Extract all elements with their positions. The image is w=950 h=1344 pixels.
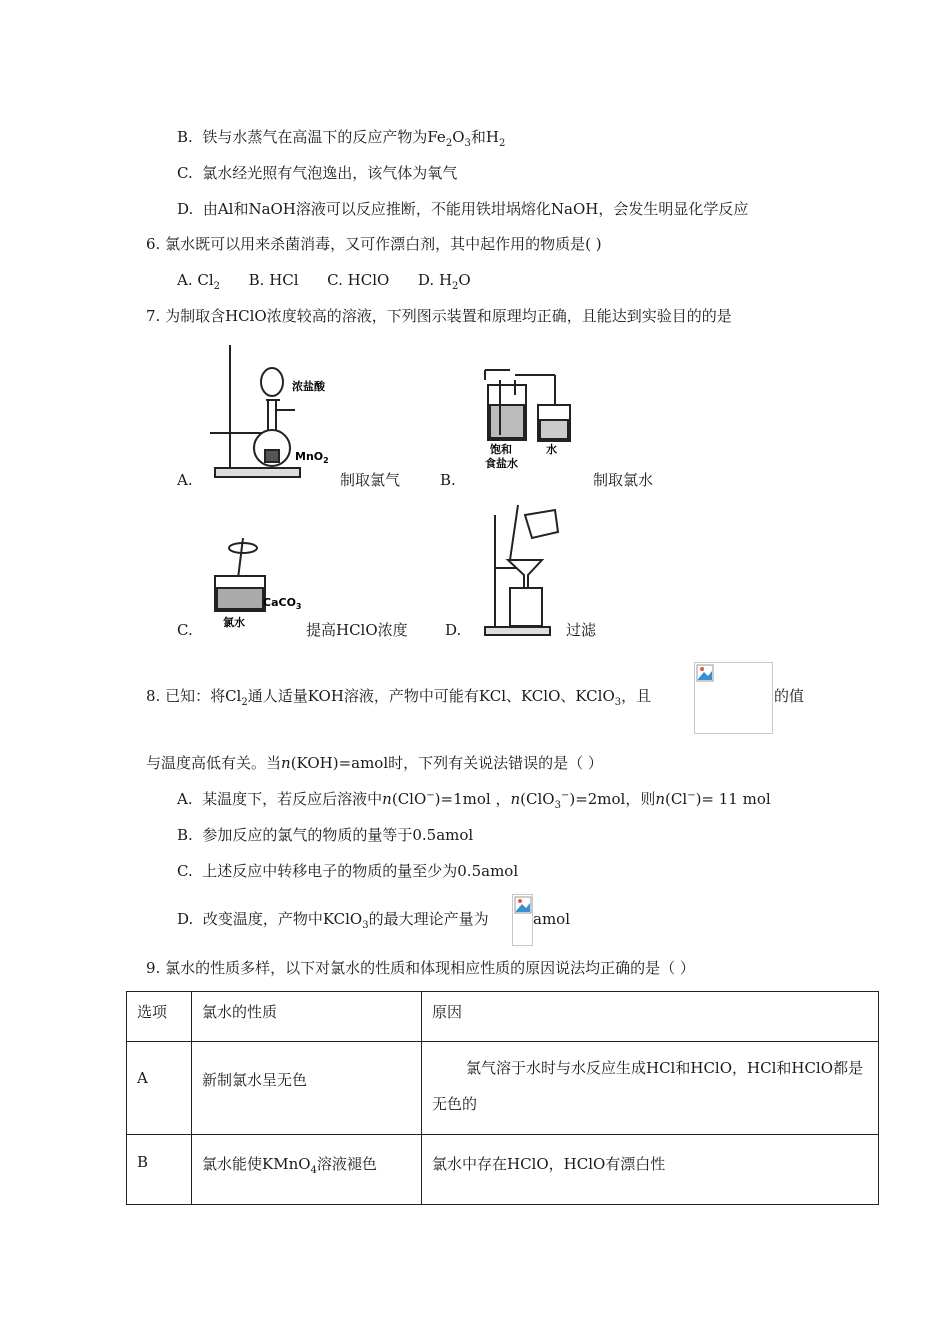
broken-image-icon bbox=[514, 896, 532, 914]
q8-option-c: C. 上述反应中转移电子的物质的量至少为0.5amol bbox=[177, 862, 519, 880]
q9-table bbox=[126, 991, 879, 1205]
table-header: 氯水的性质 bbox=[192, 992, 422, 1042]
svg-text:食盐水: 食盐水 bbox=[485, 457, 518, 470]
q7-option-c-label: C. bbox=[177, 621, 193, 639]
q7-option-a-label: A. bbox=[177, 471, 193, 489]
table-row bbox=[127, 1042, 879, 1135]
table-cell: A bbox=[127, 1042, 192, 1135]
q5-option-d: D. 由Al和NaOH溶液可以反应推断，不能用铁坩埚熔化NaOH，会发生明显化学反应 bbox=[177, 200, 749, 218]
q7-option-b-caption: 制取氯水 bbox=[593, 471, 654, 489]
svg-text:氯水: 氯水 bbox=[223, 616, 245, 629]
q7-option-c-caption: 提高HClO浓度 bbox=[306, 621, 408, 639]
formula-image-placeholder-2 bbox=[512, 894, 533, 946]
q6-stem: 6. 氯水既可以用来杀菌消毒，又可作漂白剂，其中起作用的物质是( ) bbox=[146, 235, 602, 253]
apparatus-b-figure bbox=[480, 365, 580, 475]
q6-option-a: A. $Cl_2$ bbox=[177, 271, 221, 292]
q5-option-b: B. 铁与水蒸气在高温下的反应产物为$Fe_2O_3$和$H_2$ bbox=[177, 128, 506, 149]
q8-option-a: A. 某温度下，若反应后溶液中n(ClO−)=1mol ，n(ClO$_3$−)=2mol，则n(Cl−)= 11 mol bbox=[177, 790, 771, 811]
apparatus-a-figure bbox=[205, 340, 340, 485]
table-row bbox=[127, 1135, 879, 1205]
q7-option-d-caption: 过滤 bbox=[566, 621, 597, 639]
apparatus-d-figure bbox=[480, 500, 570, 640]
table-cell: B bbox=[127, 1135, 192, 1205]
q8-stem-line2: 与温度高低有关。当n(KOH)=amol时，下列有关说法错误的是（ ） bbox=[146, 754, 603, 772]
apparatus-c-figure bbox=[205, 528, 305, 633]
q7-stem: 7. 为制取含HClO浓度较高的溶液，下列图示装置和原理均正确，且能达到实验目的的是 bbox=[146, 307, 732, 325]
q7-option-a-caption: 制取氯气 bbox=[340, 471, 401, 489]
svg-text:CaCO3: CaCO$_3$ bbox=[263, 596, 302, 611]
table-cell: 氯水中存在HClO，HClO有漂白性 bbox=[422, 1135, 879, 1205]
table-header: 原因 bbox=[422, 992, 879, 1042]
broken-image-icon bbox=[696, 664, 714, 682]
q6-option-b: B. HCl bbox=[248, 271, 299, 289]
fig-a-label-mno2: MnO$_2$ bbox=[295, 450, 329, 465]
table-cell: 新制氯水呈无色 bbox=[192, 1042, 422, 1135]
q9-stem: 9. 氯水的性质多样，以下对氯水的性质和体现相应性质的原因说法均正确的是（ ） bbox=[146, 959, 695, 977]
q5-option-c: C. 氯水经光照有气泡逸出，该气体为氧气 bbox=[177, 164, 458, 182]
q8-stem-line1-tail: 的值 bbox=[774, 687, 805, 705]
q8-option-d: D. 改变温度，产物中KClO$_3$的最大理论产量为 bbox=[177, 910, 489, 931]
q6-option-d: D. $H_2O$ bbox=[417, 271, 471, 292]
table-header-row bbox=[127, 992, 879, 1042]
q6-option-c: C. HClO bbox=[327, 271, 390, 289]
q7-option-d-label: D. bbox=[445, 621, 462, 639]
q7-option-b-label: B. bbox=[440, 471, 456, 489]
table-header: 选项 bbox=[127, 992, 192, 1042]
table-cell: 氯气溶于水时与水反应生成HCl和HClO，HCl和HClO都是无色的 bbox=[422, 1042, 879, 1135]
table-cell: 氯水能使KMnO$_4$溶液褪色 bbox=[192, 1135, 422, 1205]
q8-option-d-tail: amol bbox=[533, 910, 570, 928]
svg-text:水: 水 bbox=[546, 443, 557, 456]
q8-stem-line1: 8. 已知：将$Cl_2$通人适量KOH溶液，产物中可能有KCl、KClO、KClO$_3$，且 bbox=[146, 687, 652, 708]
q6-options bbox=[177, 269, 471, 291]
fig-a-label-hcl: 浓盐酸 bbox=[292, 380, 325, 393]
q8-option-b: B. 参加反应的氯气的物质的量等于0.5amol bbox=[177, 826, 474, 844]
svg-text:饱和: 饱和 bbox=[490, 443, 512, 456]
formula-image-placeholder bbox=[694, 662, 773, 734]
